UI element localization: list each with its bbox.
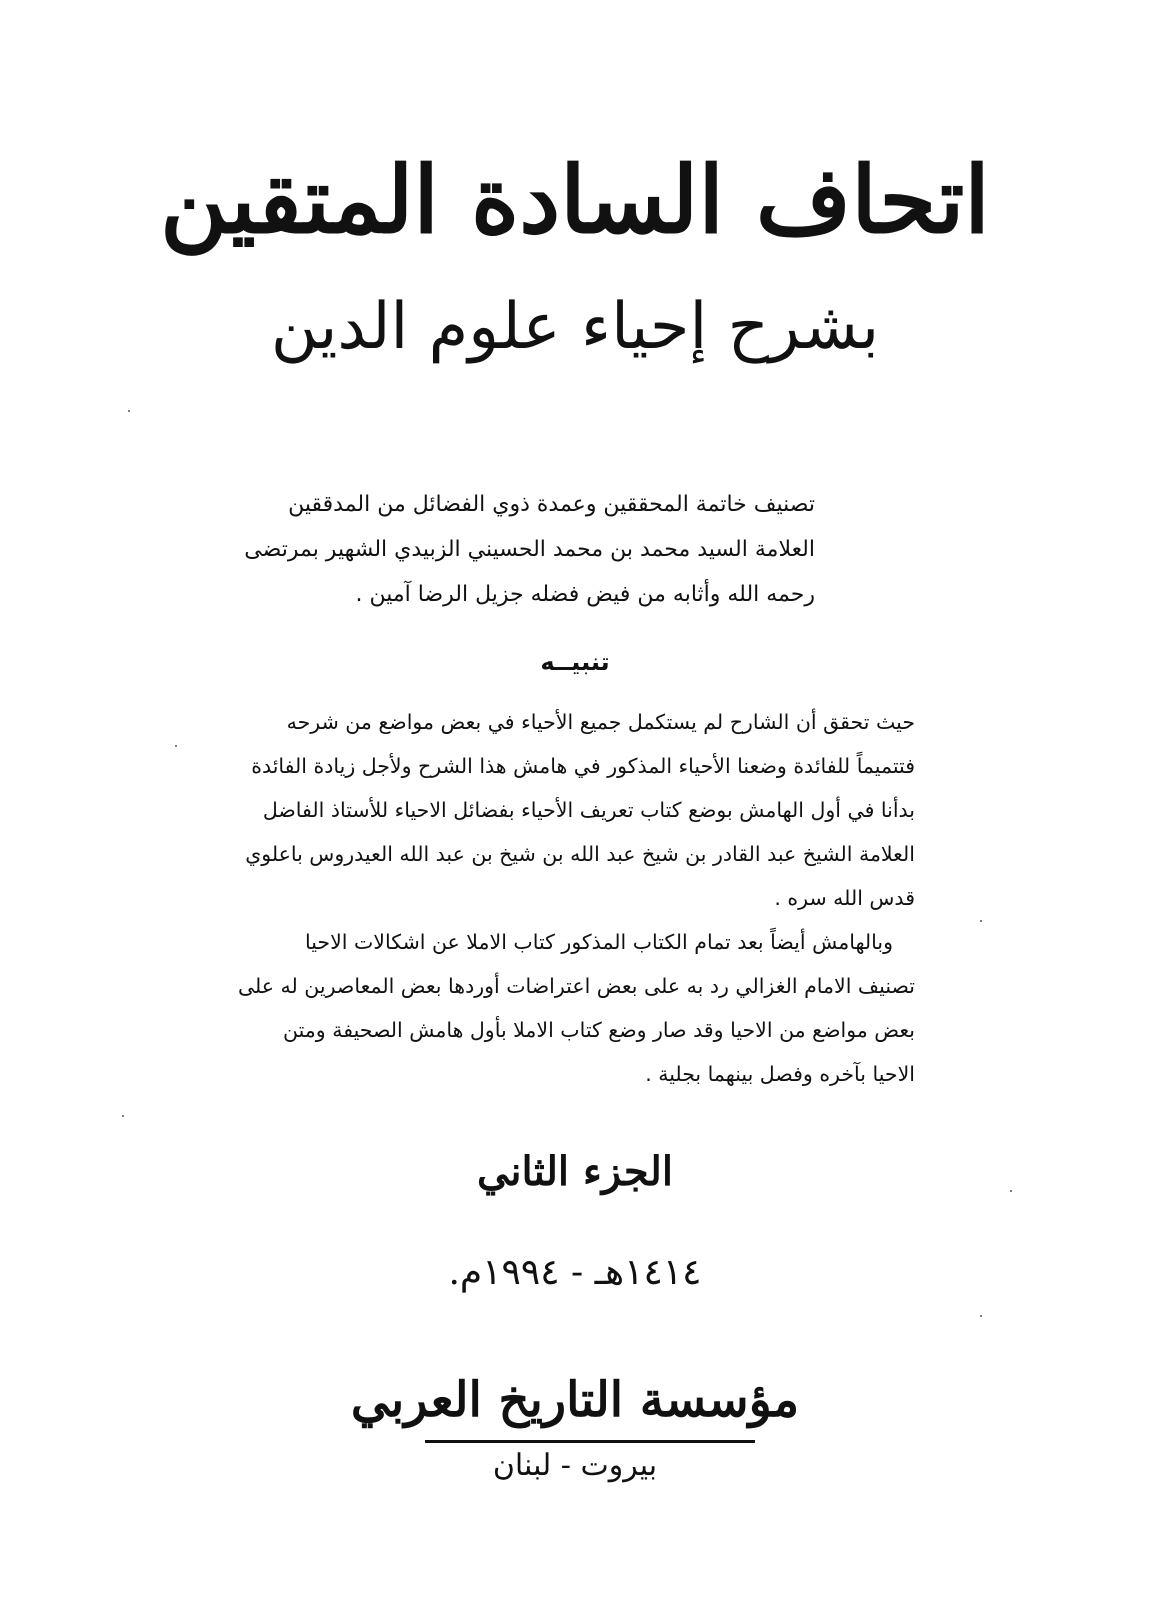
scan-speck (980, 1315, 982, 1317)
author-block (244, 482, 815, 617)
book-subtitle: بشرح إحياء علوم الدين (270, 290, 880, 364)
scan-speck (175, 745, 177, 747)
publisher-name: مؤسسة التاريخ العربي (350, 1372, 800, 1428)
publisher-underline (425, 1440, 755, 1443)
publisher-location: بيروت - لبنان (492, 1448, 658, 1483)
notice-line: قدس الله سره . (774, 886, 915, 910)
notice-line: الاحيا بآخره وفصل بينهما بجلية . (645, 1062, 915, 1086)
notice-line: حيث تحقق أن الشارح لم يستكمل جميع الأحياء في بعض مواضع من شرحه (286, 710, 915, 734)
publication-date: ١٤١٤هـ - ١٩٩٤م. (448, 1252, 702, 1293)
author-line: العلامة السيد محمد بن محمد الحسيني الزبيدي الشهير بمرتضى (244, 537, 815, 562)
book-title: اتحاف السادة المتقين (160, 146, 990, 254)
notice-line: بدأنا في أول الهامش بوضع كتاب تعريف الأحياء بفضائل الاحياء للأستاذ الفاضل (262, 798, 915, 822)
notice-body (225, 700, 915, 1096)
scan-speck (122, 1115, 124, 1117)
notice-heading: تنبيــه (540, 648, 610, 676)
scan-speck (980, 920, 982, 922)
author-line: تصنيف خاتمة المحققين وعمدة ذوي الفضائل من المدققين (288, 492, 815, 517)
scan-speck (1010, 1190, 1012, 1192)
author-line: رحمه الله وأثابه من فيض فضله جزيل الرضا آمين . (355, 582, 815, 607)
notice-line: العلامة الشيخ عبد القادر بن شيخ عبد الله بن شيخ بن عبد الله العيدروس باعلوي (245, 842, 915, 866)
notice-line: وبالهامش أيضاً بعد تمام الكتاب المذكور كتاب الاملا عن اشكالات الاحيا (305, 930, 893, 954)
notice-line: فتتميماً للفائدة وضعنا الأحياء المذكور في هامش هذا الشرح ولأجل زيادة الفائدة (251, 754, 915, 778)
volume-label: الجزء الثاني (477, 1148, 673, 1195)
notice-line: تصنيف الامام الغزالي رد به على بعض اعتراضات أوردها بعض المعاصرين له على (237, 974, 915, 998)
notice-line: بعض مواضع من الاحيا وقد صار وضع كتاب الاملا بأول هامش الصحيفة ومتن (283, 1018, 915, 1042)
scan-speck (128, 410, 130, 412)
